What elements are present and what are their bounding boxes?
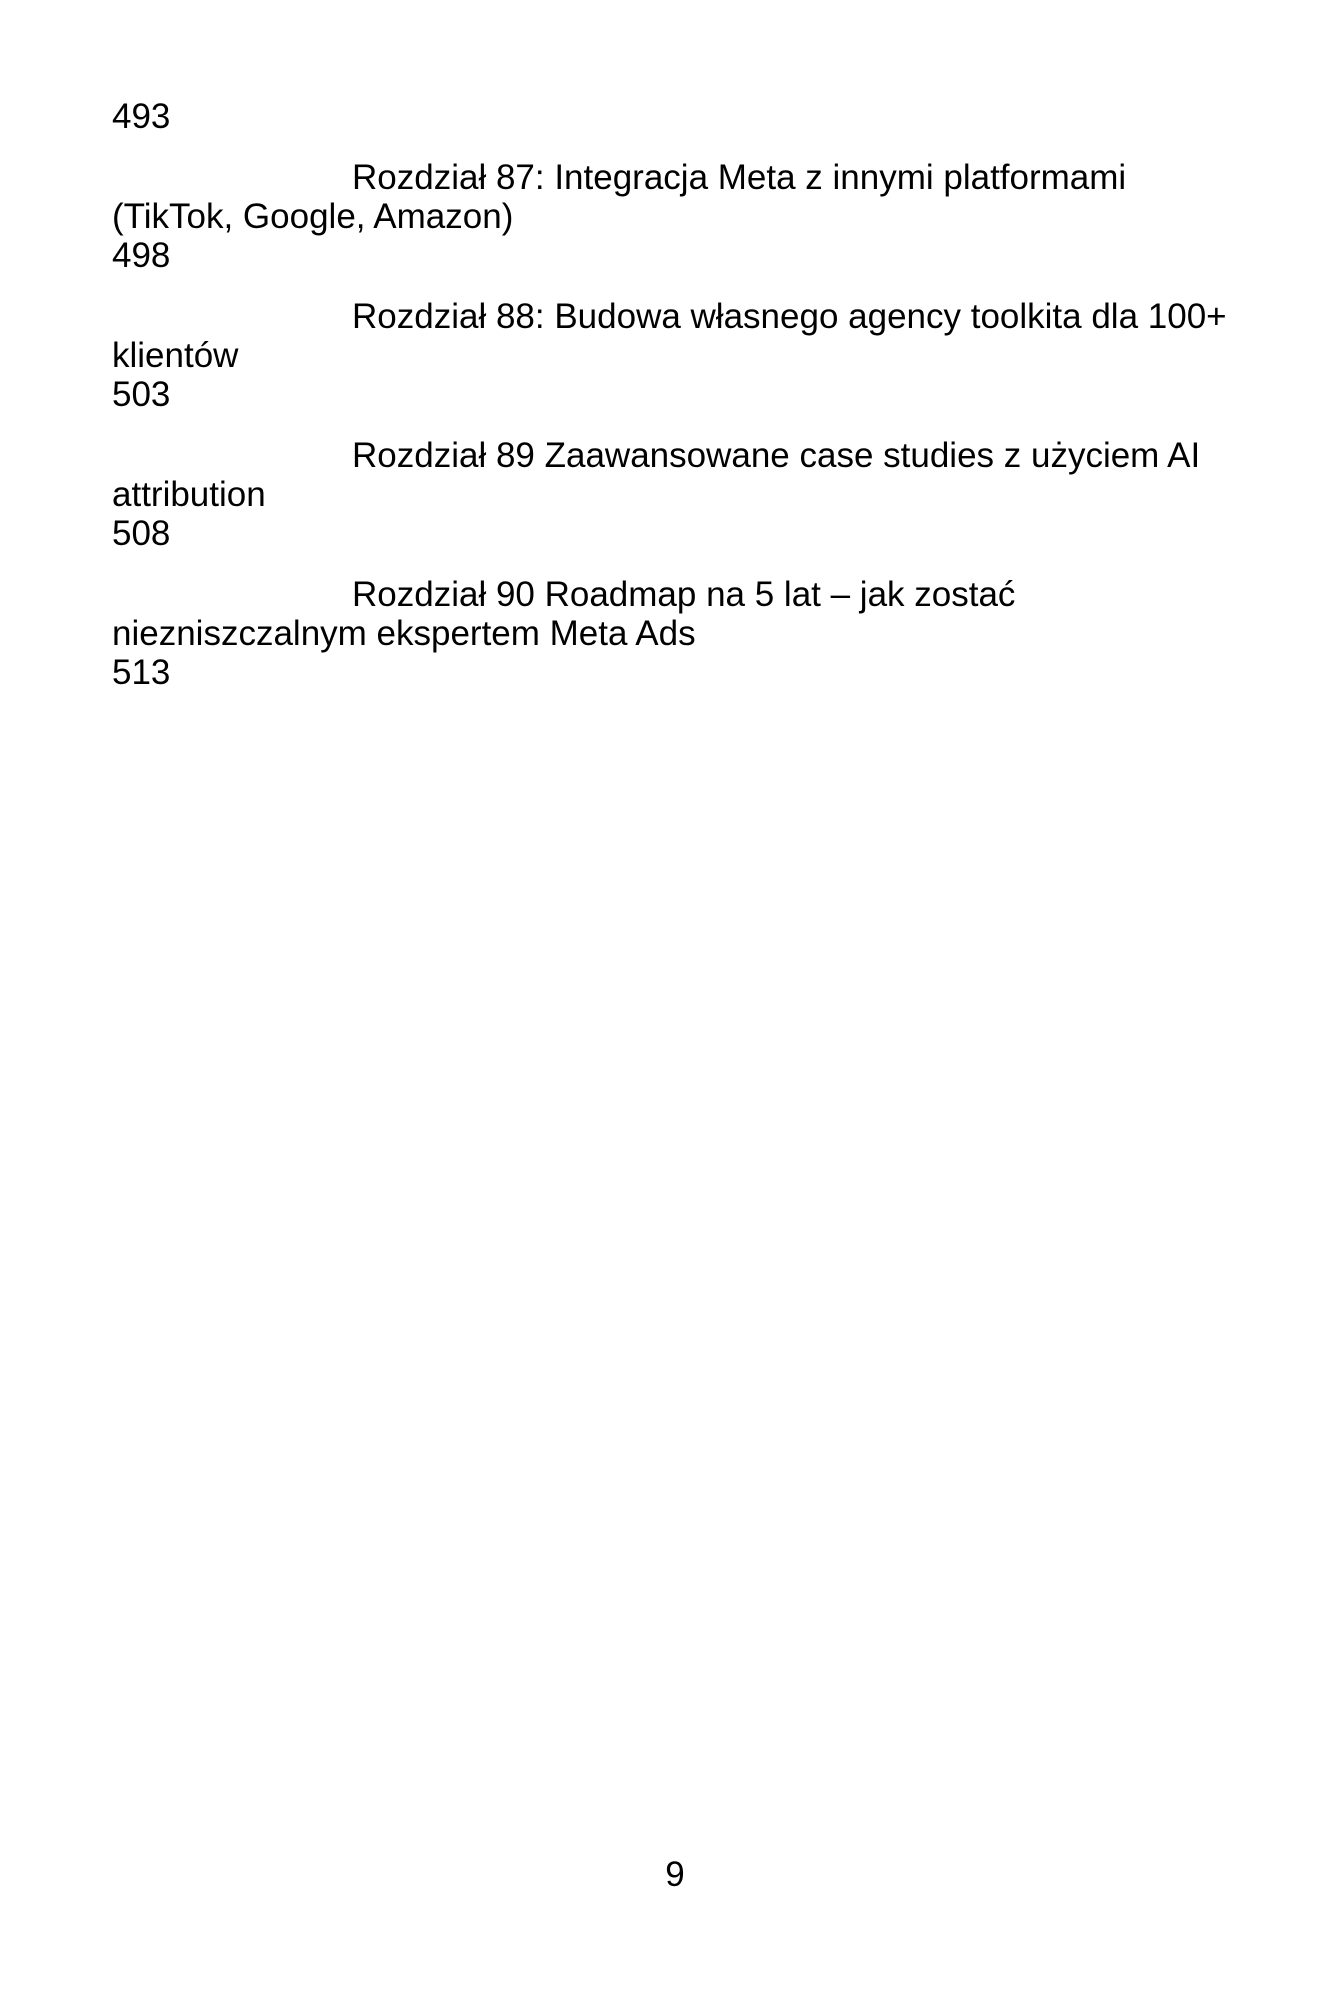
toc-entry-title-line2: klientów (112, 336, 239, 375)
toc-entry-page-number: 503 (112, 375, 171, 414)
toc-entry (112, 297, 1252, 414)
toc-content (112, 97, 1252, 714)
toc-entry-title-line1: Rozdział 87: Integracja Meta z innymi platformami (352, 158, 1127, 197)
toc-entry-page-number: 493 (112, 97, 171, 136)
toc-entry-page-number: 513 (112, 653, 171, 692)
toc-entry-title-line2: (TikTok, Google, Amazon) (112, 197, 514, 236)
footer-page-number: 9 (665, 1855, 685, 1894)
toc-entry (112, 436, 1252, 553)
toc-entry-page-number: 498 (112, 236, 171, 275)
toc-entry-title-line2: attribution (112, 475, 266, 514)
toc-entry-title-line2: niezniszczalnym ekspertem Meta Ads (112, 614, 696, 653)
toc-entry-title-line1: Rozdział 89 Zaawansowane case studies z użyciem AI (352, 436, 1201, 475)
toc-entry-title-line1: Rozdział 88: Budowa własnego agency toolkita dla 100+ (352, 297, 1227, 336)
toc-entry (112, 575, 1252, 692)
toc-entry (112, 158, 1252, 275)
toc-entry-title-line1: Rozdział 90 Roadmap na 5 lat – jak zostać (352, 575, 1016, 614)
toc-entry (112, 97, 1252, 136)
toc-entry-page-number: 508 (112, 514, 171, 553)
